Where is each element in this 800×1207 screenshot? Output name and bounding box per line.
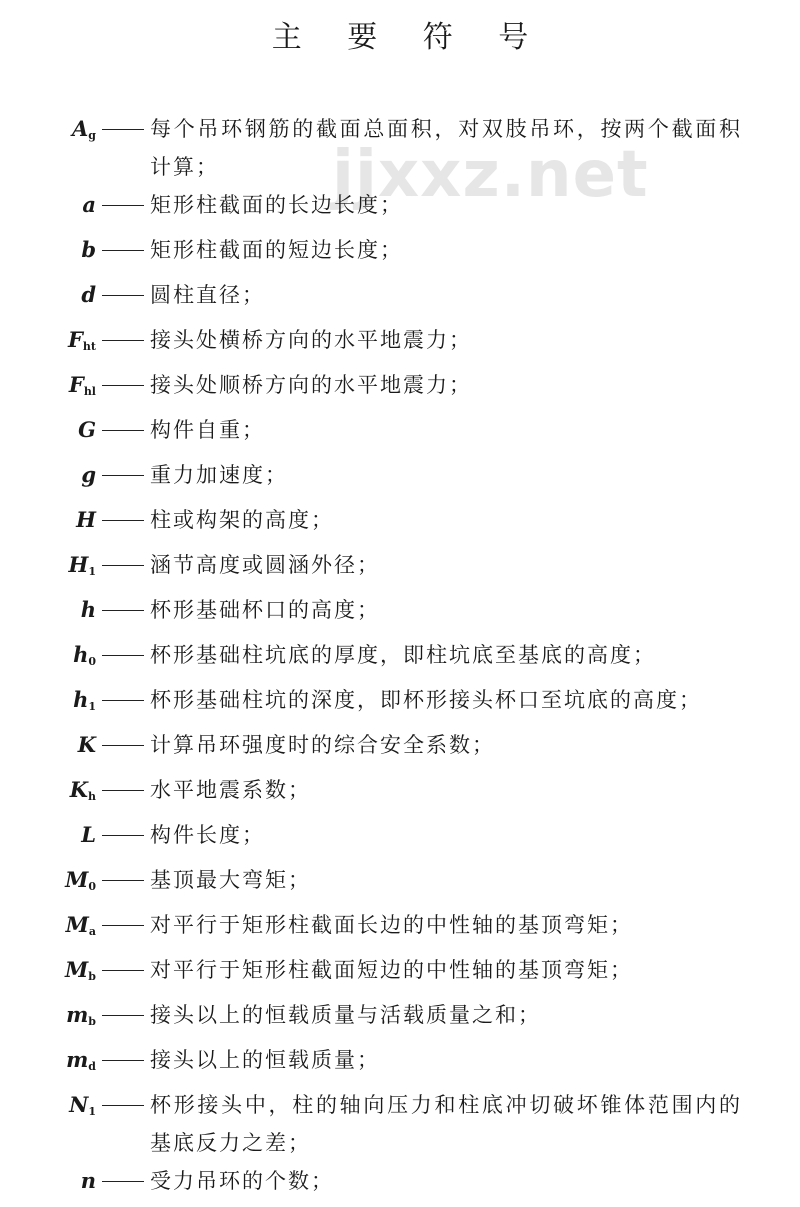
symbol-base: M [65, 867, 89, 892]
symbol [0, 231, 96, 276]
symbol [0, 456, 96, 501]
symbol-entry [0, 1041, 800, 1086]
symbol-list [0, 110, 800, 1207]
symbol-subscript: 1 [88, 565, 96, 578]
symbol [0, 951, 96, 996]
symbol-base: H [76, 507, 96, 532]
dash-separator [100, 861, 150, 899]
symbol-base: h [80, 597, 96, 622]
dash-separator [100, 1162, 150, 1200]
symbol [0, 411, 96, 456]
symbol-subscript: h [88, 790, 96, 803]
symbol [0, 546, 96, 591]
symbol-entry [0, 771, 800, 816]
symbol [0, 906, 96, 951]
symbol-base: M [65, 957, 89, 982]
symbol-subscript: 0 [88, 655, 96, 668]
page-title: 主 要 符 号 [271, 20, 547, 55]
symbol-entry [0, 110, 800, 186]
watermark: jjxxz.net [332, 138, 649, 212]
symbol [0, 771, 96, 816]
symbol-base: g [81, 462, 96, 487]
symbol-description: 重力加速度； [150, 463, 288, 487]
symbol-description: 圆柱直径； [150, 283, 265, 307]
symbol-base: F [68, 372, 84, 397]
symbol-base: h [73, 642, 89, 667]
dash-separator [100, 1041, 150, 1079]
symbol [0, 681, 96, 726]
symbol-description: 构件长度； [150, 823, 265, 847]
symbol-entry [0, 906, 800, 951]
symbol-description: 杯形基础杯口的高度； [150, 598, 380, 622]
symbol-description: 矩形柱截面的长边长度； [150, 193, 403, 217]
symbol-entry [0, 546, 800, 591]
symbol-base: G [78, 417, 96, 442]
symbol-entry [0, 276, 800, 321]
symbol-subscript: 1 [88, 700, 96, 713]
symbol-subscript: b [88, 970, 96, 983]
symbol-entry [0, 591, 800, 636]
dash-separator [100, 726, 150, 764]
symbol-entry [0, 951, 800, 996]
symbol-subscript: d [88, 1060, 96, 1073]
symbol-subscript: g [88, 129, 96, 142]
symbol-entry [0, 636, 800, 681]
symbol-subscript: b [88, 1015, 96, 1028]
symbol [0, 861, 96, 906]
dash-separator [100, 366, 150, 404]
dash-separator [100, 591, 150, 629]
symbol-entry [0, 366, 800, 411]
dash-separator [100, 110, 150, 148]
dash-separator [100, 231, 150, 269]
symbol [0, 1086, 96, 1131]
symbol-entry [0, 1086, 800, 1162]
symbol-base: K [77, 732, 96, 757]
symbol [0, 996, 96, 1041]
symbol-entry [0, 321, 800, 366]
symbol [0, 366, 96, 411]
symbol [0, 1041, 96, 1086]
symbol-base: h [73, 687, 89, 712]
symbol-subscript: 0 [88, 880, 96, 893]
symbol [0, 321, 96, 366]
dash-separator [100, 456, 150, 494]
symbol-description: 杯形基础柱坑底的厚度，即柱坑底至基底的高度； [150, 643, 656, 667]
symbol-entry [0, 456, 800, 501]
dash-separator [100, 321, 150, 359]
symbol [0, 501, 96, 546]
symbol-subscript: 1 [88, 1105, 96, 1118]
symbol-description: 接头以上的恒载质量； [150, 1048, 380, 1072]
symbol-base: d [81, 282, 96, 307]
dash-separator [100, 906, 150, 944]
symbol-base: A [72, 116, 89, 141]
dash-separator [100, 501, 150, 539]
symbol-entry [0, 411, 800, 456]
symbol-base: n [80, 1168, 96, 1193]
symbol-description: 涵节高度或圆涵外径； [150, 553, 380, 577]
symbol-entry [0, 861, 800, 906]
dash-separator [100, 546, 150, 584]
symbol-description: 矩形柱截面的短边长度； [150, 238, 403, 262]
symbol-base: a [82, 192, 96, 217]
symbol-description: 受力吊环的个数； [150, 1169, 334, 1193]
symbol [0, 726, 96, 771]
symbol-base: m [66, 1002, 89, 1027]
symbol-base: H [68, 552, 89, 577]
symbol-base: b [81, 237, 96, 262]
symbol-description: 水平地震系数； [150, 778, 311, 802]
dash-separator [100, 186, 150, 224]
dash-separator [100, 996, 150, 1034]
symbol [0, 816, 96, 861]
dash-separator [100, 951, 150, 989]
symbol [0, 636, 96, 681]
symbol-base: K [69, 777, 88, 802]
dash-separator [100, 1086, 150, 1124]
symbol-base: m [66, 1047, 89, 1072]
symbol-entry [0, 501, 800, 546]
dash-separator [100, 636, 150, 674]
symbol-description: 构件自重； [150, 418, 265, 442]
symbol-entry [0, 681, 800, 726]
symbol [0, 1162, 96, 1207]
symbol-base: N [69, 1092, 89, 1117]
dash-separator [100, 411, 150, 449]
symbol [0, 276, 96, 321]
symbol-description: 接头以上的恒载质量与活载质量之和； [150, 1003, 541, 1027]
symbol [0, 110, 96, 155]
symbol-description: 对平行于矩形柱截面长边的中性轴的基顶弯矩； [150, 913, 633, 937]
symbol-description: 对平行于矩形柱截面短边的中性轴的基顶弯矩； [150, 958, 633, 982]
dash-separator [100, 771, 150, 809]
symbol-description: 基顶最大弯矩； [150, 868, 311, 892]
symbol-description: 柱或构架的高度； [150, 508, 334, 532]
symbol-subscript: hl [83, 385, 96, 398]
symbol-base: F [67, 327, 83, 352]
symbol-description: 计算吊环强度时的综合安全系数； [150, 733, 495, 757]
symbol-base: L [81, 822, 96, 847]
dash-separator [100, 276, 150, 314]
symbol-entry [0, 1162, 800, 1207]
symbol-base: M [65, 912, 89, 937]
dash-separator [100, 681, 150, 719]
symbol-entry [0, 186, 800, 231]
symbol-entry [0, 726, 800, 771]
symbol [0, 186, 96, 231]
symbol [0, 591, 96, 636]
symbol-description: 杯形基础柱坑的深度，即杯形接头杯口至坑底的高度； [150, 688, 702, 712]
dash-separator [100, 816, 150, 854]
symbol-subscript: a [88, 925, 96, 938]
symbol-description: 杯形接头中，柱的轴向压力和柱底冲切破坏锥体范围内的基底反力之差； [150, 1093, 742, 1155]
symbol-description: 每个吊环钢筋的截面总面积，对双肢吊环，按两个截面积计算； [150, 117, 742, 179]
symbol-entry [0, 231, 800, 276]
symbol-description: 接头处横桥方向的水平地震力； [150, 328, 472, 352]
symbol-description: 接头处顺桥方向的水平地震力； [150, 373, 472, 397]
symbol-entry [0, 996, 800, 1041]
symbol-subscript: ht [82, 340, 96, 353]
symbol-entry [0, 816, 800, 861]
